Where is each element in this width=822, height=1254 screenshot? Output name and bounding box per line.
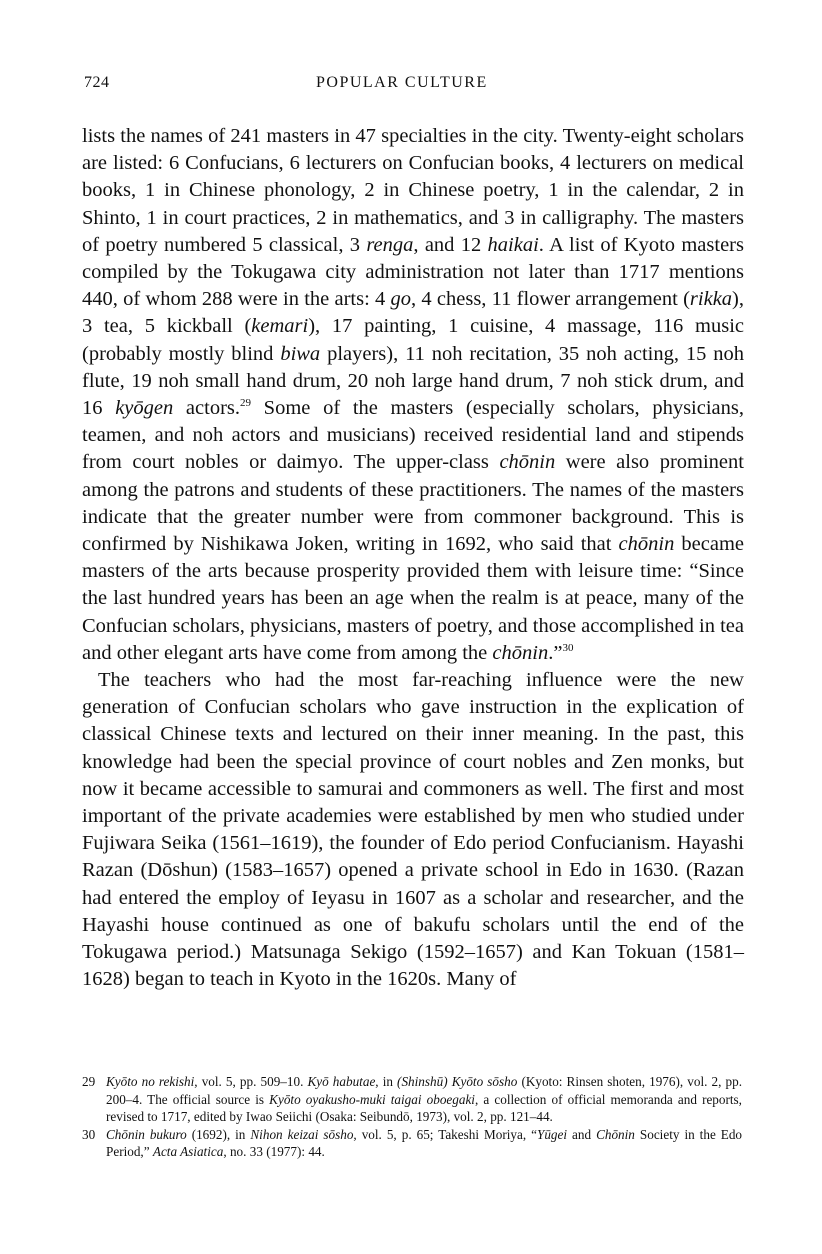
text-run: , and 12: [413, 233, 488, 256]
italic-term: go: [390, 288, 412, 311]
text-run: The teachers who had the most far-reaching influence were the new generation of Confucian scholars who gave instruction in the explication of classical Chinese texts and lectured on their inner meaning. In the past, this knowledge had been the special province of court nobles and Zen monks, but now it became accessible to samurai and commoners as well. The first and most important of the private academies were established by men who studied under Fujiwara Seika (1561–1619), the founder of Edo period Confucianism. Hayashi Razan (Dōshun) (1583–1657) opened a private school in Edo in 1630. (Razan had entered the employ of Ieyasu in 1607 as a scholar and researcher, and the Hayashi house continued as one of bakufu scholars until the end of the Tokugawa period.) Matsunaga Sekigo (1592–1657) and Kan Tokuan (1581–1628) began to teach in Kyoto in the 1620s. Many of: [82, 669, 744, 991]
text-run: , no. 33 (1977): 44.: [223, 1144, 325, 1160]
footnote-ref: 30: [562, 642, 574, 655]
italic-term: Chōnin bukuro: [106, 1126, 187, 1142]
italic-term: Nihon keizai sōsho: [250, 1126, 354, 1142]
text-run: . A list of Kyoto masters compiled by the Tokugawa city administration not later than 1717 mentions 440, of whom 288 were in the arts: 4: [82, 233, 744, 311]
footnote-text: [106, 1127, 742, 1160]
footnote: [82, 1126, 742, 1161]
text-run: , a collection of official memoranda and reports, revised to 1717, edited by Iwao Seiichi (Osaka: Seibundō, 1973), vol. 2, pp. 121–44.: [106, 1091, 742, 1125]
italic-term: (Shinshū) Kyōto sōsho: [397, 1074, 518, 1089]
page-number: 724: [84, 74, 110, 91]
text-run: became masters of the arts because prosperity provided them with leisure time: “Since the last hundred years has been an age when the realm is at peace, many of the Confucian scholars, physicians, masters of poetry, and those accomplished in tea and other elegant arts have come from among the: [82, 533, 744, 664]
italic-term: chōnin: [492, 641, 549, 664]
text-run: , vol. 5, pp. 509–10.: [194, 1074, 308, 1089]
italic-term: biwa: [280, 342, 321, 365]
text-run: (1692), in: [186, 1126, 251, 1142]
running-head: POPULAR CULTURE: [316, 74, 488, 91]
text-run: .”: [548, 641, 563, 664]
italic-term: renga: [366, 233, 414, 256]
text-run: (Kyoto: Rinsen shoten, 1976), vol. 2, pp. 200–4. The official source is: [106, 1074, 742, 1107]
paragraph: [82, 123, 744, 667]
text-run: players), 11 noh recitation, 35 noh acting, 15 noh flute, 19 noh small hand drum, 20 noh large hand drum, 7 noh stick drum, and 16: [82, 342, 745, 420]
italic-term: Kyōto oyakusho-muki taigai oboegaki: [269, 1091, 475, 1107]
text-run: lists the names of 241 masters in 47 specialties in the city. Twenty-eight scholars are listed: 6 Confucians, 6 lecturers on Confucian books, 4 lecturers on medical books, 1 in Chinese phonology, 2 in Chinese poetry, 1 in the calendar, 2 in Shinto, 1 in court practices, 2 in mathematics, and 3 in calligraphy. The masters of poetry numbered 5 classical, 3: [82, 125, 744, 256]
italic-term: Yūgei: [536, 1126, 568, 1142]
text-run: , vol. 5, p. 65; Takeshi Moriya, “: [353, 1126, 537, 1142]
text-run: ), 17 painting, 1 cuisine, 4 massage, 116 music (probably mostly blind: [82, 315, 744, 365]
italic-term: Chōnin: [596, 1126, 635, 1142]
body-text: [82, 123, 744, 994]
text-run: were also prominent among the patrons and students of these practitioners. The names of the masters indicate that the greater number were from commoner background. This is confirmed by Nishikawa Joken, writing in 1692, who said that: [82, 451, 744, 556]
italic-term: Kyōto no rekishi: [106, 1074, 195, 1089]
italic-term: chōnin: [618, 533, 675, 556]
italic-term: kyōgen: [115, 397, 174, 420]
italic-term: chōnin: [499, 451, 556, 474]
footnote-ref: 29: [240, 397, 251, 410]
text-run: , 4 chess, 11 flower arrangement (: [411, 288, 690, 311]
italic-term: Kyō habutae: [307, 1074, 376, 1089]
footnotes: [82, 1073, 742, 1161]
italic-term: kemari: [251, 315, 309, 338]
italic-term: Acta Asiatica: [152, 1144, 224, 1160]
paragraph: [82, 667, 744, 993]
footnote-number: 29: [82, 1074, 96, 1089]
text-run: Some of the masters (especially scholars, physicians, teamen, and noh actors and musicians) received residential land and stipends from court nobles or daimyo. The upper-class: [82, 397, 744, 474]
text-run: ), 3 tea, 5 kickball (: [82, 288, 744, 338]
footnote: [82, 1073, 742, 1126]
text-run: Society in the Edo Period,”: [106, 1126, 743, 1160]
text-run: actors.: [173, 397, 240, 420]
italic-term: haikai: [487, 233, 539, 256]
italic-term: rikka: [689, 288, 733, 311]
footnote-number: 30: [82, 1126, 96, 1142]
text-run: , in: [375, 1074, 398, 1089]
footnote-text: [106, 1074, 742, 1124]
text-run: and: [567, 1126, 597, 1142]
